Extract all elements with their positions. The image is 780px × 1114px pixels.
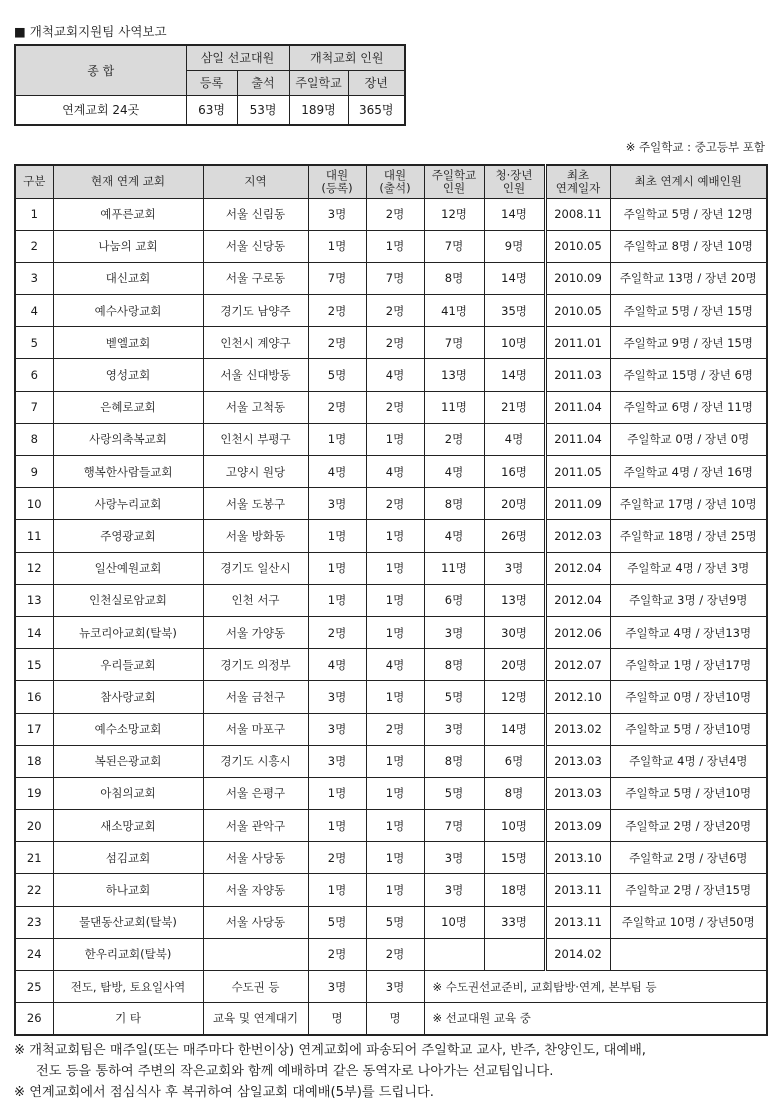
col-date-header: 최초 연계일자 bbox=[545, 165, 610, 198]
cell-region: 서울 사당동 bbox=[203, 842, 308, 874]
cell-first: 주일학교 5명 / 장년 12명 bbox=[610, 198, 767, 230]
summary-attendance-header: 출석 bbox=[237, 70, 289, 95]
cell-date: 2013.09 bbox=[545, 810, 610, 842]
cell-num: 25 bbox=[15, 971, 53, 1003]
table-row bbox=[15, 938, 767, 970]
cell-region: 인천시 계양구 bbox=[203, 327, 308, 359]
cell-adult: 18명 bbox=[484, 874, 545, 906]
cell-sunday-school: 10명 bbox=[424, 906, 484, 938]
cell-region: 인천시 부평구 bbox=[203, 423, 308, 455]
cell-region: 수도권 등 bbox=[203, 971, 308, 1003]
cell-num: 11 bbox=[15, 520, 53, 552]
cell-num: 9 bbox=[15, 456, 53, 488]
cell-adult: 12명 bbox=[484, 681, 545, 713]
summary-mission-header: 삼일 선교대원 bbox=[186, 45, 289, 70]
cell-registered: 3명 bbox=[308, 745, 366, 777]
col-church-header: 현재 연계 교회 bbox=[53, 165, 203, 198]
cell-registered: 5명 bbox=[308, 906, 366, 938]
cell-num: 26 bbox=[15, 1003, 53, 1035]
cell-region bbox=[203, 938, 308, 970]
cell-adult: 8명 bbox=[484, 777, 545, 809]
cell-registered: 1명 bbox=[308, 520, 366, 552]
cell-registered: 3명 bbox=[308, 713, 366, 745]
cell-num: 12 bbox=[15, 552, 53, 584]
cell-church: 벧엘교회 bbox=[53, 327, 203, 359]
cell-registered: 2명 bbox=[308, 391, 366, 423]
table-row bbox=[15, 423, 767, 455]
cell-num: 14 bbox=[15, 616, 53, 648]
cell-registered: 2명 bbox=[308, 938, 366, 970]
summary-table bbox=[14, 44, 406, 126]
cell-attendance: 1명 bbox=[366, 681, 424, 713]
cell-adult: 30명 bbox=[484, 616, 545, 648]
cell-region: 경기도 일산시 bbox=[203, 552, 308, 584]
summary-registered-value: 63명 bbox=[186, 95, 237, 125]
cell-note: ※ 수도권선교준비, 교회탐방·연계, 본부팀 등 bbox=[424, 971, 767, 1003]
cell-num: 22 bbox=[15, 874, 53, 906]
cell-adult: 14명 bbox=[484, 359, 545, 391]
cell-registered: 명 bbox=[308, 1003, 366, 1035]
cell-first: 주일학교 5명 / 장년10명 bbox=[610, 777, 767, 809]
cell-num: 5 bbox=[15, 327, 53, 359]
cell-first: 주일학교 3명 / 장년9명 bbox=[610, 584, 767, 616]
cell-num: 1 bbox=[15, 198, 53, 230]
table-row bbox=[15, 230, 767, 262]
cell-church: 섬김교회 bbox=[53, 842, 203, 874]
cell-registered: 3명 bbox=[308, 198, 366, 230]
cell-adult: 15명 bbox=[484, 842, 545, 874]
cell-registered: 1명 bbox=[308, 584, 366, 616]
cell-sunday-school: 3명 bbox=[424, 616, 484, 648]
cell-region: 서울 은평구 bbox=[203, 777, 308, 809]
cell-attendance: 2명 bbox=[366, 391, 424, 423]
table-header-row bbox=[15, 165, 767, 198]
cell-adult: 3명 bbox=[484, 552, 545, 584]
cell-note: ※ 선교대원 교육 중 bbox=[424, 1003, 767, 1035]
cell-adult: 9명 bbox=[484, 230, 545, 262]
cell-church: 복된은광교회 bbox=[53, 745, 203, 777]
table-row bbox=[15, 327, 767, 359]
table-row bbox=[15, 745, 767, 777]
cell-registered: 1명 bbox=[308, 874, 366, 906]
cell-attendance: 1명 bbox=[366, 810, 424, 842]
cell-registered: 2명 bbox=[308, 616, 366, 648]
cell-num: 10 bbox=[15, 488, 53, 520]
cell-attendance: 1명 bbox=[366, 520, 424, 552]
cell-registered: 2명 bbox=[308, 327, 366, 359]
cell-church: 새소망교회 bbox=[53, 810, 203, 842]
cell-adult: 6명 bbox=[484, 745, 545, 777]
cell-first: 주일학교 2명 / 장년6명 bbox=[610, 842, 767, 874]
cell-church: 은혜로교회 bbox=[53, 391, 203, 423]
table-row bbox=[15, 616, 767, 648]
cell-first: 주일학교 4명 / 장년 16명 bbox=[610, 456, 767, 488]
table-row bbox=[15, 456, 767, 488]
cell-num: 20 bbox=[15, 810, 53, 842]
cell-date: 2011.05 bbox=[545, 456, 610, 488]
table-row bbox=[15, 1003, 767, 1035]
cell-attendance: 1명 bbox=[366, 874, 424, 906]
cell-region: 서울 도봉구 bbox=[203, 488, 308, 520]
col-num-header: 구분 bbox=[15, 165, 53, 198]
cell-sunday-school: 8명 bbox=[424, 649, 484, 681]
cell-sunday-school: 8명 bbox=[424, 745, 484, 777]
cell-sunday-school: 11명 bbox=[424, 552, 484, 584]
cell-num: 2 bbox=[15, 230, 53, 262]
cell-num: 16 bbox=[15, 681, 53, 713]
cell-church: 나눔의 교회 bbox=[53, 230, 203, 262]
cell-date: 2013.11 bbox=[545, 874, 610, 906]
cell-church: 참사랑교회 bbox=[53, 681, 203, 713]
cell-attendance: 7명 bbox=[366, 262, 424, 294]
summary-registered-header: 등록 bbox=[186, 70, 237, 95]
sunday-school-note: ※ 주일학교 : 중고등부 포함 bbox=[625, 140, 765, 154]
cell-date: 2011.09 bbox=[545, 488, 610, 520]
cell-attendance: 5명 bbox=[366, 906, 424, 938]
cell-adult: 14명 bbox=[484, 198, 545, 230]
cell-church: 사랑누리교회 bbox=[53, 488, 203, 520]
cell-date: 2010.05 bbox=[545, 230, 610, 262]
cell-first: 주일학교 4명 / 장년13명 bbox=[610, 616, 767, 648]
col-first-header: 최초 연계시 예배인원 bbox=[610, 165, 767, 198]
cell-church: 우리들교회 bbox=[53, 649, 203, 681]
cell-region: 인천 서구 bbox=[203, 584, 308, 616]
cell-attendance: 2명 bbox=[366, 327, 424, 359]
cell-sunday-school: 3명 bbox=[424, 713, 484, 745]
cell-church: 예수소망교회 bbox=[53, 713, 203, 745]
cell-attendance: 2명 bbox=[366, 198, 424, 230]
cell-adult: 26명 bbox=[484, 520, 545, 552]
cell-num: 15 bbox=[15, 649, 53, 681]
cell-first: 주일학교 2명 / 장년15명 bbox=[610, 874, 767, 906]
cell-church: 사랑의축복교회 bbox=[53, 423, 203, 455]
cell-registered: 1명 bbox=[308, 230, 366, 262]
col-adult-header: 청·장년 인원 bbox=[484, 165, 545, 198]
cell-date: 2010.05 bbox=[545, 295, 610, 327]
cell-num: 23 bbox=[15, 906, 53, 938]
cell-region: 서울 신대방동 bbox=[203, 359, 308, 391]
cell-sunday-school: 2명 bbox=[424, 423, 484, 455]
cell-first: 주일학교 1명 / 장년17명 bbox=[610, 649, 767, 681]
cell-first: 주일학교 4명 / 장년 3명 bbox=[610, 552, 767, 584]
summary-adult-header: 장년 bbox=[348, 70, 405, 95]
col-registered-header: 대원 (등록) bbox=[308, 165, 366, 198]
cell-region: 서울 마포구 bbox=[203, 713, 308, 745]
cell-adult: 13명 bbox=[484, 584, 545, 616]
cell-num: 13 bbox=[15, 584, 53, 616]
cell-num: 7 bbox=[15, 391, 53, 423]
cell-date: 2012.04 bbox=[545, 584, 610, 616]
cell-num: 19 bbox=[15, 777, 53, 809]
cell-attendance: 1명 bbox=[366, 552, 424, 584]
cell-first: 주일학교 18명 / 장년 25명 bbox=[610, 520, 767, 552]
cell-first: 주일학교 13명 / 장년 20명 bbox=[610, 262, 767, 294]
cell-num: 4 bbox=[15, 295, 53, 327]
summary-sunday-school-value: 189명 bbox=[289, 95, 348, 125]
cell-attendance: 명 bbox=[366, 1003, 424, 1035]
church-table bbox=[14, 164, 768, 1036]
footnote-3: ※ 연계교회에서 점심식사 후 복귀하여 삼일교회 대예배(5부)를 드립니다. bbox=[14, 1085, 434, 1100]
cell-sunday-school bbox=[424, 938, 484, 970]
cell-registered: 7명 bbox=[308, 262, 366, 294]
cell-date: 2012.03 bbox=[545, 520, 610, 552]
cell-registered: 4명 bbox=[308, 649, 366, 681]
cell-date: 2011.03 bbox=[545, 359, 610, 391]
cell-sunday-school: 12명 bbox=[424, 198, 484, 230]
cell-region: 서울 금천구 bbox=[203, 681, 308, 713]
cell-adult: 10명 bbox=[484, 327, 545, 359]
cell-num: 24 bbox=[15, 938, 53, 970]
cell-region: 서울 가양동 bbox=[203, 616, 308, 648]
cell-first: 주일학교 2명 / 장년20명 bbox=[610, 810, 767, 842]
cell-registered: 3명 bbox=[308, 488, 366, 520]
cell-registered: 3명 bbox=[308, 681, 366, 713]
cell-attendance: 4명 bbox=[366, 359, 424, 391]
cell-church: 영성교회 bbox=[53, 359, 203, 391]
cell-registered: 1명 bbox=[308, 552, 366, 584]
cell-first: 주일학교 5명 / 장년10명 bbox=[610, 713, 767, 745]
cell-sunday-school: 13명 bbox=[424, 359, 484, 391]
cell-adult: 16명 bbox=[484, 456, 545, 488]
cell-sunday-school: 5명 bbox=[424, 681, 484, 713]
cell-attendance: 1명 bbox=[366, 777, 424, 809]
cell-church: 행복한사람들교회 bbox=[53, 456, 203, 488]
cell-adult: 35명 bbox=[484, 295, 545, 327]
cell-sunday-school: 41명 bbox=[424, 295, 484, 327]
cell-date: 2010.09 bbox=[545, 262, 610, 294]
cell-first: 주일학교 9명 / 장년 15명 bbox=[610, 327, 767, 359]
table-row bbox=[15, 488, 767, 520]
cell-first: 주일학교 17명 / 장년 10명 bbox=[610, 488, 767, 520]
cell-region: 서울 자양동 bbox=[203, 874, 308, 906]
footnotes bbox=[14, 1040, 646, 1103]
table-row bbox=[15, 295, 767, 327]
cell-church: 인천실로암교회 bbox=[53, 584, 203, 616]
cell-attendance: 1명 bbox=[366, 842, 424, 874]
cell-adult: 14명 bbox=[484, 713, 545, 745]
cell-attendance: 1명 bbox=[366, 423, 424, 455]
cell-church: 뉴코리아교회(탈북) bbox=[53, 616, 203, 648]
table-row bbox=[15, 971, 767, 1003]
cell-sunday-school: 8명 bbox=[424, 262, 484, 294]
cell-church: 예푸른교회 bbox=[53, 198, 203, 230]
summary-total-label: 종 합 bbox=[15, 45, 186, 95]
cell-first: 주일학교 4명 / 장년4명 bbox=[610, 745, 767, 777]
table-row bbox=[15, 584, 767, 616]
cell-region: 경기도 남양주 bbox=[203, 295, 308, 327]
cell-region: 서울 관악구 bbox=[203, 810, 308, 842]
cell-sunday-school: 7명 bbox=[424, 230, 484, 262]
cell-num: 3 bbox=[15, 262, 53, 294]
cell-region: 경기도 의정부 bbox=[203, 649, 308, 681]
summary-sunday-school-header: 주일학교 bbox=[289, 70, 348, 95]
cell-adult: 33명 bbox=[484, 906, 545, 938]
cell-region: 고양시 원당 bbox=[203, 456, 308, 488]
cell-region: 서울 고척동 bbox=[203, 391, 308, 423]
table-row bbox=[15, 810, 767, 842]
cell-sunday-school: 4명 bbox=[424, 520, 484, 552]
cell-sunday-school: 3명 bbox=[424, 874, 484, 906]
cell-date: 2012.10 bbox=[545, 681, 610, 713]
cell-date: 2012.04 bbox=[545, 552, 610, 584]
cell-sunday-school: 11명 bbox=[424, 391, 484, 423]
cell-first: 주일학교 6명 / 장년 11명 bbox=[610, 391, 767, 423]
summary-adult-value: 365명 bbox=[348, 95, 405, 125]
cell-sunday-school: 7명 bbox=[424, 810, 484, 842]
cell-attendance: 1명 bbox=[366, 230, 424, 262]
cell-date: 2013.02 bbox=[545, 713, 610, 745]
cell-registered: 2명 bbox=[308, 295, 366, 327]
cell-date: 2013.11 bbox=[545, 906, 610, 938]
summary-church-people-header: 개척교회 인원 bbox=[289, 45, 405, 70]
cell-num: 17 bbox=[15, 713, 53, 745]
cell-date: 2011.01 bbox=[545, 327, 610, 359]
cell-adult bbox=[484, 938, 545, 970]
table-row bbox=[15, 198, 767, 230]
cell-date: 2014.02 bbox=[545, 938, 610, 970]
table-row bbox=[15, 906, 767, 938]
cell-region: 서울 신당동 bbox=[203, 230, 308, 262]
cell-date: 2013.03 bbox=[545, 745, 610, 777]
cell-adult: 20명 bbox=[484, 649, 545, 681]
cell-sunday-school: 4명 bbox=[424, 456, 484, 488]
cell-sunday-school: 5명 bbox=[424, 777, 484, 809]
cell-church: 전도, 탐방, 토요일사역 bbox=[53, 971, 203, 1003]
cell-sunday-school: 6명 bbox=[424, 584, 484, 616]
cell-attendance: 1명 bbox=[366, 616, 424, 648]
table-row bbox=[15, 359, 767, 391]
page-title: ■ 개척교회지원팀 사역보고 bbox=[14, 24, 167, 39]
cell-church: 대신교회 bbox=[53, 262, 203, 294]
cell-adult: 20명 bbox=[484, 488, 545, 520]
cell-attendance: 2명 bbox=[366, 938, 424, 970]
cell-region: 교육 및 연계대기 bbox=[203, 1003, 308, 1035]
cell-adult: 14명 bbox=[484, 262, 545, 294]
cell-date: 2013.03 bbox=[545, 777, 610, 809]
cell-church: 예수사랑교회 bbox=[53, 295, 203, 327]
cell-sunday-school: 7명 bbox=[424, 327, 484, 359]
cell-first: 주일학교 0명 / 장년10명 bbox=[610, 681, 767, 713]
cell-church: 기 타 bbox=[53, 1003, 203, 1035]
table-row bbox=[15, 552, 767, 584]
cell-registered: 3명 bbox=[308, 971, 366, 1003]
cell-attendance: 2명 bbox=[366, 295, 424, 327]
table-row bbox=[15, 874, 767, 906]
cell-adult: 4명 bbox=[484, 423, 545, 455]
cell-region: 경기도 시흥시 bbox=[203, 745, 308, 777]
table-row bbox=[15, 777, 767, 809]
cell-date: 2012.06 bbox=[545, 616, 610, 648]
table-row bbox=[15, 713, 767, 745]
footnote-2: 전도 등을 통하여 주변의 작은교회와 함께 예배하며 같은 동역자로 나아가는 선교팀입니다. bbox=[36, 1064, 554, 1079]
cell-attendance: 4명 bbox=[366, 649, 424, 681]
col-attendance-header: 대원 (출석) bbox=[366, 165, 424, 198]
cell-church: 일산예원교회 bbox=[53, 552, 203, 584]
cell-date: 2011.04 bbox=[545, 423, 610, 455]
table-row bbox=[15, 842, 767, 874]
cell-adult: 10명 bbox=[484, 810, 545, 842]
cell-attendance: 3명 bbox=[366, 971, 424, 1003]
footnote-1: ※ 개척교회팀은 매주일(또는 매주마다 한번이상) 연계교회에 파송되어 주일학교 교사, 반주, 찬양인도, 대예배, bbox=[14, 1043, 646, 1058]
table-row bbox=[15, 681, 767, 713]
cell-date: 2011.04 bbox=[545, 391, 610, 423]
cell-first: 주일학교 10명 / 장년50명 bbox=[610, 906, 767, 938]
cell-first: 주일학교 0명 / 장년 0명 bbox=[610, 423, 767, 455]
cell-region: 서울 신림동 bbox=[203, 198, 308, 230]
cell-region: 서울 구로동 bbox=[203, 262, 308, 294]
cell-registered: 1명 bbox=[308, 810, 366, 842]
cell-first: 주일학교 5명 / 장년 15명 bbox=[610, 295, 767, 327]
cell-num: 18 bbox=[15, 745, 53, 777]
cell-registered: 4명 bbox=[308, 456, 366, 488]
table-row bbox=[15, 649, 767, 681]
cell-registered: 2명 bbox=[308, 842, 366, 874]
cell-date: 2012.07 bbox=[545, 649, 610, 681]
summary-row-label: 연계교회 24곳 bbox=[15, 95, 186, 125]
cell-registered: 1명 bbox=[308, 777, 366, 809]
cell-attendance: 4명 bbox=[366, 456, 424, 488]
cell-church: 주영광교회 bbox=[53, 520, 203, 552]
cell-date: 2008.11 bbox=[545, 198, 610, 230]
cell-first: 주일학교 15명 / 장년 6명 bbox=[610, 359, 767, 391]
cell-num: 6 bbox=[15, 359, 53, 391]
cell-adult: 21명 bbox=[484, 391, 545, 423]
cell-region: 서울 방화동 bbox=[203, 520, 308, 552]
cell-registered: 5명 bbox=[308, 359, 366, 391]
cell-sunday-school: 3명 bbox=[424, 842, 484, 874]
cell-church: 한우리교회(탈북) bbox=[53, 938, 203, 970]
cell-date: 2013.10 bbox=[545, 842, 610, 874]
cell-church: 아침의교회 bbox=[53, 777, 203, 809]
cell-registered: 1명 bbox=[308, 423, 366, 455]
cell-attendance: 2명 bbox=[366, 713, 424, 745]
table-row bbox=[15, 520, 767, 552]
cell-attendance: 2명 bbox=[366, 488, 424, 520]
table-row bbox=[15, 391, 767, 423]
cell-church: 하나교회 bbox=[53, 874, 203, 906]
cell-attendance: 1명 bbox=[366, 745, 424, 777]
cell-church: 물댄동산교회(탈북) bbox=[53, 906, 203, 938]
summary-attendance-value: 53명 bbox=[237, 95, 289, 125]
cell-attendance: 1명 bbox=[366, 584, 424, 616]
table-row bbox=[15, 262, 767, 294]
col-sunday-school-header: 주일학교 인원 bbox=[424, 165, 484, 198]
cell-sunday-school: 8명 bbox=[424, 488, 484, 520]
cell-num: 8 bbox=[15, 423, 53, 455]
cell-num: 21 bbox=[15, 842, 53, 874]
cell-first: 주일학교 8명 / 장년 10명 bbox=[610, 230, 767, 262]
cell-region: 서울 사당동 bbox=[203, 906, 308, 938]
cell-first bbox=[610, 938, 767, 970]
col-region-header: 지역 bbox=[203, 165, 308, 198]
